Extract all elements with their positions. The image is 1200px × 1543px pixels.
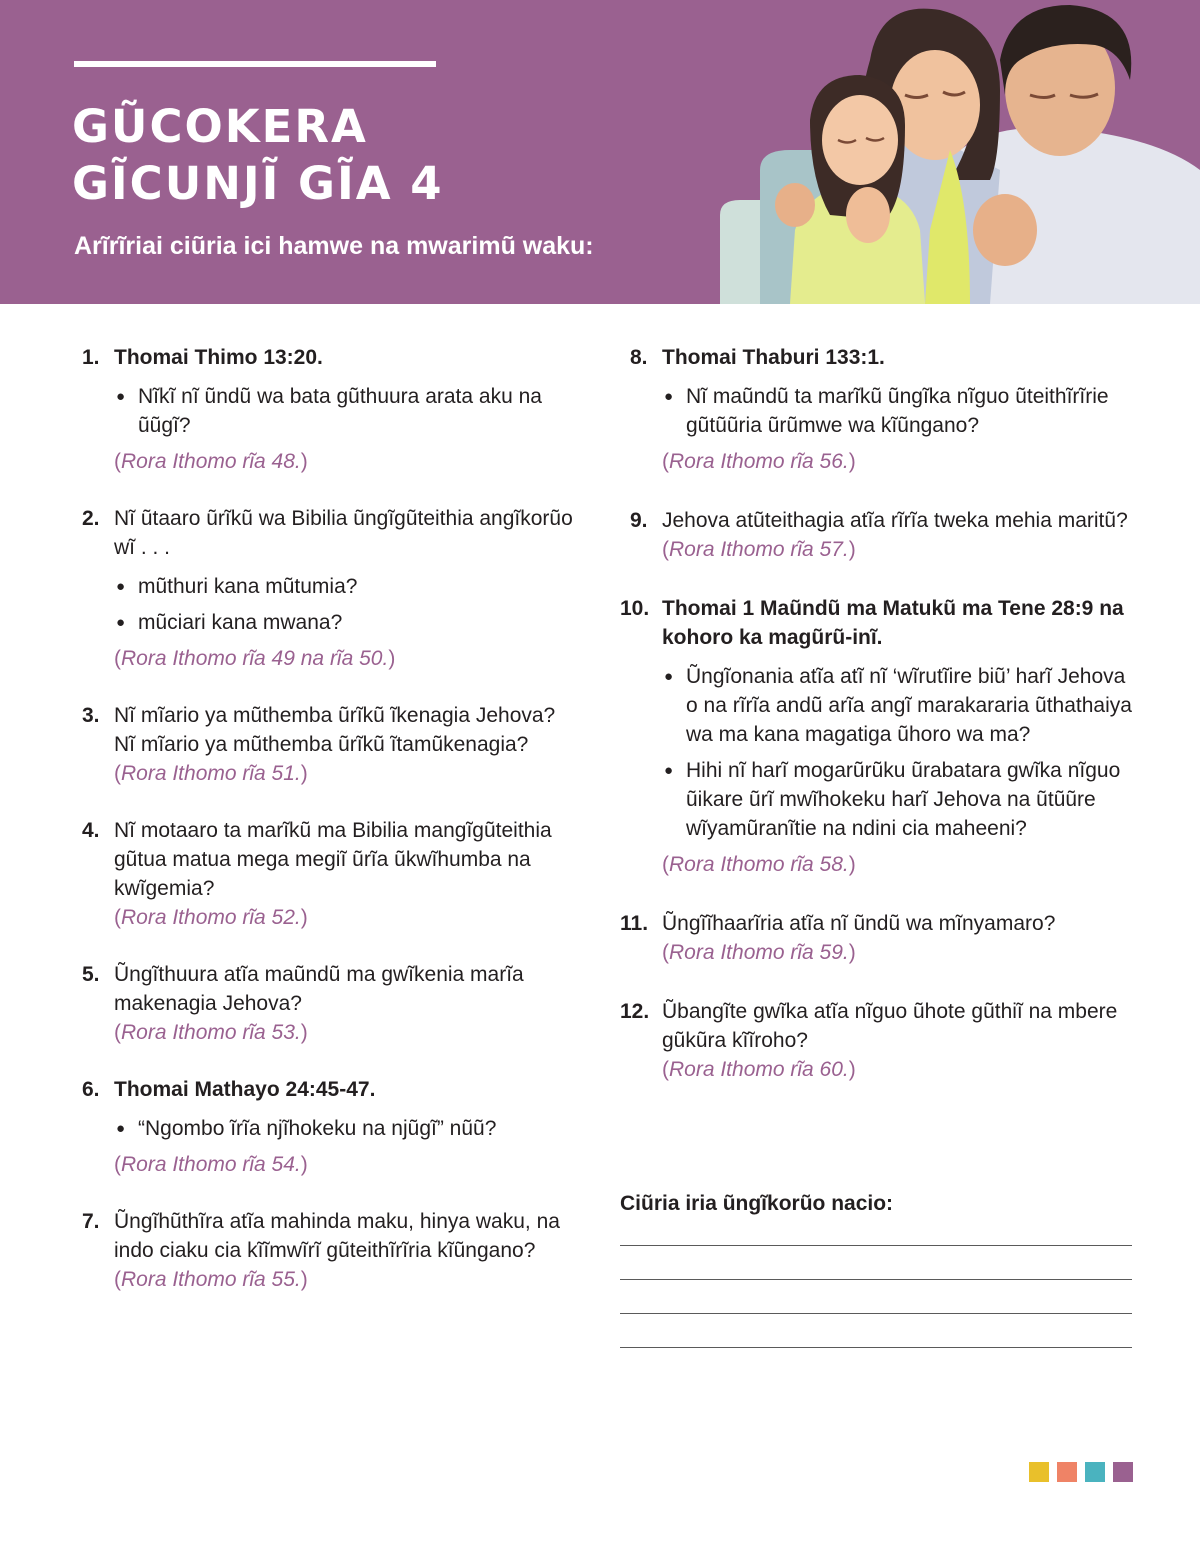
lesson-reference: (Rora Ithomo rĩa 59.) — [662, 941, 856, 964]
answer-line[interactable] — [620, 1245, 1132, 1246]
lesson-reference: (Rora Ithomo rĩa 51.) — [114, 762, 308, 785]
question-number: 10. — [620, 597, 650, 620]
answers-label: Ciũria iria ũngĩkorũo nacio: — [620, 1192, 894, 1215]
question-number: 12. — [620, 1000, 650, 1023]
page-title — [72, 98, 444, 212]
bullet-item: ● Ũngĩonania atĩa atĩ nĩ ‘wĩrutĩire biũ’ harĩ Jehova o na rĩrĩa andũ arĩa angĩ marakararia ũthathaiya wa ma kana magatiga ũhoro wa ma? — [662, 662, 1140, 749]
header-banner — [0, 0, 1200, 304]
family-praying-illustration — [700, 0, 1200, 304]
lesson-reference: (Rora Ithomo rĩa 56.) — [662, 450, 856, 473]
question-text: Ũngĩĩhaarĩria atĩa nĩ ũndũ wa mĩnyamaro? — [662, 912, 1056, 935]
question-text: Ũngĩthuura atĩa maũndũ ma gwĩkenia marĩa makenagia Jehova? — [114, 963, 524, 1015]
question-number: 9. — [630, 509, 648, 532]
color-square — [1085, 1462, 1105, 1482]
question-11 — [620, 909, 1140, 967]
bullet-list — [114, 1114, 582, 1143]
title-line-2: GĨCUNJĨ GĨA 4 — [72, 157, 444, 210]
bullet-list — [662, 382, 1140, 440]
question-number: 7. — [82, 1210, 100, 1233]
lesson-reference: (Rora Ithomo rĩa 54.) — [114, 1153, 308, 1176]
color-square — [1113, 1462, 1133, 1482]
bullet-item: ● Nĩkĩ nĩ ũndũ wa bata gũthuura arata aku na ũũgĩ? — [114, 382, 582, 440]
question-6 — [82, 1075, 582, 1179]
color-square — [1057, 1462, 1077, 1482]
question-number: 11. — [620, 912, 649, 935]
question-12 — [620, 997, 1140, 1084]
question-text: Thomai Thimo 13:20. — [114, 346, 323, 369]
question-text: Ũbangĩte gwĩka atĩa nĩguo ũhote gũthiĩ na mbere gũkũra kĩĩroho? — [662, 1000, 1118, 1052]
title-line-1: GŨCOKERA — [72, 100, 368, 153]
question-text: Thomai Thaburi 133:1. — [662, 346, 885, 369]
bullet-item: ● “Ngombo ĩrĩa njĩhokeku na njũgĩ” nũũ? — [114, 1114, 582, 1143]
question-3 — [82, 701, 582, 788]
page-subtitle: Arĩrĩriai ciũria ici hamwe na mwarimũ waku: — [74, 232, 594, 260]
question-4 — [82, 816, 582, 932]
question-number: 1. — [82, 346, 100, 369]
answer-line[interactable] — [620, 1279, 1132, 1280]
question-text: Nĩ ũtaaro ũrĩkũ wa Bibilia ũngĩgũteithia angĩkorũo wĩ . . . — [114, 507, 573, 559]
bullet-item: ● mũthuri kana mũtumia? — [114, 572, 582, 601]
lesson-reference: (Rora Ithomo rĩa 49 na rĩa 50.) — [114, 647, 396, 670]
question-text: Nĩ motaaro ta marĩkũ ma Bibilia mangĩgũteithia gũtua matua mega megiĩ ũrĩa ũkwĩhumba na kwĩgemia? — [114, 819, 552, 900]
question-number: 6. — [82, 1078, 100, 1101]
bullet-item: ● Nĩ maũndũ ta marĩkũ ũngĩka nĩguo ũteithĩrĩrie gũtũũria ũrũmwe wa kĩũngano? — [662, 382, 1140, 440]
lesson-reference: (Rora Ithomo rĩa 58.) — [662, 853, 856, 876]
questions-right-column — [620, 343, 1140, 1084]
question-text: Thomai Mathayo 24:45-47. — [114, 1078, 376, 1101]
question-number: 4. — [82, 819, 100, 842]
question-number: 2. — [82, 507, 100, 530]
lesson-reference: (Rora Ithomo rĩa 55.) — [114, 1268, 308, 1291]
answer-line[interactable] — [620, 1313, 1132, 1314]
question-2 — [82, 504, 582, 673]
color-square — [1029, 1462, 1049, 1482]
question-number: 8. — [630, 346, 648, 369]
lesson-reference: (Rora Ithomo rĩa 57.) — [662, 538, 856, 561]
answer-line[interactable] — [620, 1347, 1132, 1348]
question-5 — [82, 960, 582, 1047]
question-number: 5. — [82, 963, 100, 986]
questions-left-column — [82, 343, 582, 1294]
bullet-item: ● mũciari kana mwana? — [114, 608, 582, 637]
bullet-item: ● Hihi nĩ harĩ mogarũrũku ũrabatara gwĩka nĩguo ũikare ũrĩ mwĩhokeku harĩ Jehova na ũtũũre wĩyamũranĩtie na ndini cia maheeni? — [662, 756, 1140, 843]
lesson-reference: (Rora Ithomo rĩa 48.) — [114, 450, 308, 473]
bullet-list — [662, 662, 1140, 843]
question-9 — [620, 506, 1140, 564]
question-text: Nĩ mĩario ya mũthemba ũrĩkũ ĩkenagia Jehova? Nĩ mĩario ya mũthemba ũrĩkũ ĩtamũkenagia? — [114, 704, 556, 756]
bullet-list — [114, 382, 582, 440]
question-10 — [620, 594, 1140, 879]
question-1 — [82, 343, 582, 476]
question-text: Jehova atũteithagia atĩa rĩrĩa tweka mehia maritũ? — [662, 509, 1128, 532]
bullet-list — [114, 572, 582, 637]
question-8 — [620, 343, 1140, 476]
lesson-reference: (Rora Ithomo rĩa 60.) — [662, 1058, 856, 1081]
question-text: Thomai 1 Maũndũ ma Matukũ ma Tene 28:9 na kohoro ka magũrũ-inĩ. — [662, 597, 1124, 649]
question-number: 3. — [82, 704, 100, 727]
header-rule — [74, 61, 436, 67]
question-7 — [82, 1207, 582, 1294]
lesson-reference: (Rora Ithomo rĩa 53.) — [114, 1021, 308, 1044]
question-text: Ũngĩhũthĩra atĩa mahinda maku, hinya waku, na indo ciaku cia kĩĩmwĩrĩ gũteithĩrĩria kĩũngano? — [114, 1210, 560, 1262]
lesson-reference: (Rora Ithomo rĩa 52.) — [114, 906, 308, 929]
